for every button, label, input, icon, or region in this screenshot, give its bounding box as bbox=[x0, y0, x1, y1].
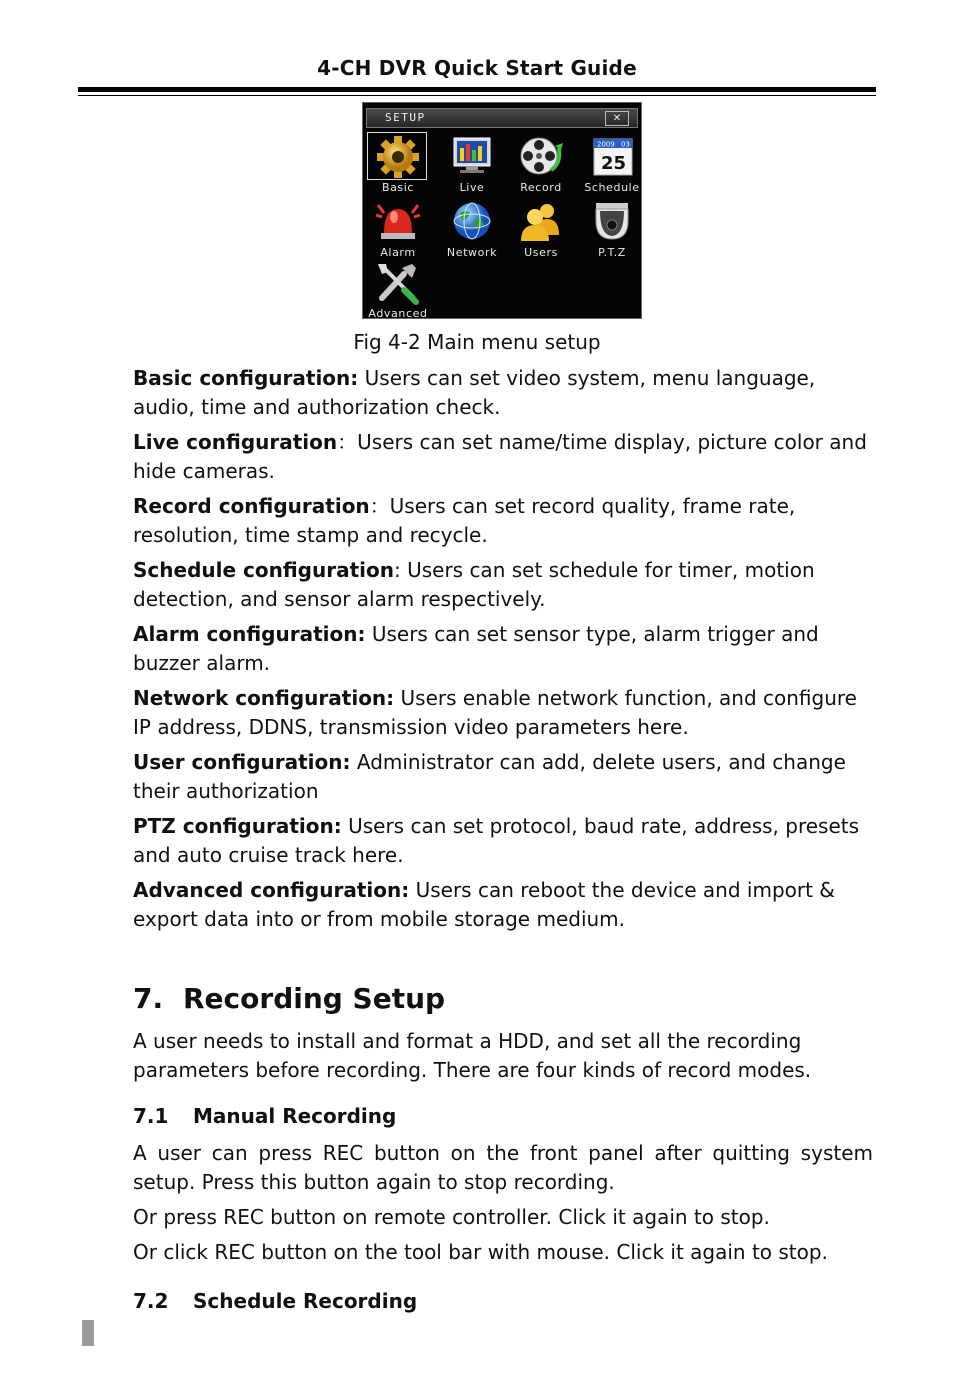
section-title: Schedule Recording bbox=[193, 1289, 418, 1313]
section-7-1-heading bbox=[133, 1104, 873, 1128]
setup-title-bar bbox=[366, 108, 638, 128]
setup-title: SETUP bbox=[385, 111, 426, 124]
menu-item-alarm[interactable] bbox=[363, 199, 433, 261]
section-7-body bbox=[133, 1027, 873, 1091]
section-7 bbox=[133, 982, 873, 1015]
monitor-chart-icon bbox=[448, 134, 496, 180]
section-title: Recording Setup bbox=[183, 982, 446, 1015]
page-header-title: 4-CH DVR Quick Start Guide bbox=[317, 56, 637, 80]
film-reel-icon bbox=[517, 134, 565, 180]
menu-item-label: Live bbox=[459, 181, 485, 194]
menu-item-label: Users bbox=[524, 246, 558, 259]
config-live bbox=[133, 428, 873, 486]
config-network bbox=[133, 684, 873, 742]
section-7-1-body bbox=[133, 1139, 873, 1273]
menu-item-label: Alarm bbox=[380, 246, 416, 259]
gear-icon bbox=[374, 134, 422, 180]
header-rule-thick bbox=[78, 87, 876, 92]
menu-item-label: Network bbox=[446, 246, 498, 259]
section-number: 7.2 bbox=[133, 1289, 169, 1313]
config-text: Users can set schedule for timer, motion detection, and sensor alarm respectively. bbox=[133, 558, 815, 611]
menu-item-label: Advanced bbox=[368, 307, 428, 320]
config-text: Users can set sensor type, alarm trigger and buzzer alarm. bbox=[133, 622, 819, 675]
menu-item-basic[interactable] bbox=[363, 134, 433, 196]
section-7-2 bbox=[133, 1289, 873, 1313]
menu-item-record[interactable] bbox=[506, 134, 576, 196]
menu-item-label: Schedule bbox=[584, 181, 640, 194]
config-alarm bbox=[133, 620, 873, 678]
section-7-intro: A user needs to install and format a HDD, and set all the recording parameters before recording. There are four kinds of record modes. bbox=[133, 1029, 812, 1082]
menu-item-ptz[interactable] bbox=[577, 199, 647, 261]
menu-item-live[interactable] bbox=[437, 134, 507, 196]
config-term: Record configuration bbox=[133, 494, 370, 518]
config-text: Users enable network function, and configure IP address, DDNS, transmission video parameters here. bbox=[133, 686, 857, 739]
close-icon[interactable]: ✕ bbox=[605, 111, 629, 126]
config-separator: ： bbox=[337, 430, 358, 454]
config-text: Users can set protocol, baud rate, address, presets and auto cruise track here. bbox=[133, 814, 860, 867]
config-text: Administrator can add, delete users, and change their authorization bbox=[133, 750, 846, 803]
config-term: Basic configuration: bbox=[133, 366, 359, 390]
menu-item-schedule[interactable] bbox=[577, 134, 647, 196]
calendar-year: 2009 bbox=[597, 140, 615, 149]
section-7-heading bbox=[133, 982, 873, 1015]
config-basic bbox=[133, 364, 873, 422]
menu-item-network[interactable] bbox=[437, 199, 507, 261]
menu-item-users[interactable] bbox=[506, 199, 576, 261]
section-7-1 bbox=[133, 1104, 873, 1128]
menu-item-label: Basic bbox=[381, 181, 415, 194]
setup-window bbox=[362, 102, 642, 319]
config-term: Schedule configuration bbox=[133, 558, 394, 582]
config-text: Users can set record quality, frame rate, resolution, time stamp and recycle. bbox=[133, 494, 796, 547]
config-separator: : bbox=[393, 558, 401, 582]
config-user bbox=[133, 748, 873, 806]
section-7-1-paragraph: Or press REC button on remote controller. Click it again to stop. bbox=[133, 1205, 770, 1229]
config-separator: ： bbox=[369, 494, 390, 518]
menu-item-label: Record bbox=[520, 181, 562, 194]
section-number: 7. bbox=[133, 982, 164, 1015]
config-list bbox=[133, 364, 873, 940]
config-term: User configuration: bbox=[133, 750, 351, 774]
calendar-icon bbox=[588, 134, 636, 180]
menu-item-label: P.T.Z bbox=[598, 246, 626, 259]
figure-caption: Fig 4-2 Main menu setup bbox=[353, 330, 601, 354]
config-term: Alarm configuration: bbox=[133, 622, 366, 646]
page-edge-marker bbox=[82, 1320, 94, 1346]
config-term: Live configuration bbox=[133, 430, 338, 454]
dome-camera-icon bbox=[588, 199, 636, 245]
calendar-day: 25 bbox=[601, 153, 627, 174]
calendar-month: 03 bbox=[621, 140, 630, 149]
header-rule-thin bbox=[78, 95, 876, 96]
config-ptz bbox=[133, 812, 873, 870]
section-title: Manual Recording bbox=[193, 1104, 397, 1128]
config-advanced bbox=[133, 876, 873, 934]
section-7-1-paragraph: Or click REC button on the tool bar with mouse. Click it again to stop. bbox=[133, 1240, 828, 1264]
config-text: Users can set video system, menu language, audio, time and authorization check. bbox=[133, 366, 816, 419]
tools-icon bbox=[374, 260, 422, 306]
config-term: Advanced configuration: bbox=[133, 878, 410, 902]
users-icon bbox=[517, 199, 565, 245]
menu-item-advanced[interactable] bbox=[363, 260, 433, 322]
config-term: Network configuration: bbox=[133, 686, 395, 710]
section-7-1-paragraph: A user can press REC button on the front panel after quitting system setup. Press this button again to stop recording. bbox=[133, 1141, 873, 1194]
config-text: Users can reboot the device and import & export data into or from mobile storage medium. bbox=[133, 878, 835, 931]
config-schedule bbox=[133, 556, 873, 614]
section-number: 7.1 bbox=[133, 1104, 169, 1128]
globe-icon bbox=[448, 199, 496, 245]
section-7-2-heading bbox=[133, 1289, 873, 1313]
config-record bbox=[133, 492, 873, 550]
config-text: Users can set name/time display, picture color and hide cameras. bbox=[133, 430, 867, 483]
config-term: PTZ configuration: bbox=[133, 814, 342, 838]
alarm-siren-icon bbox=[374, 199, 422, 245]
